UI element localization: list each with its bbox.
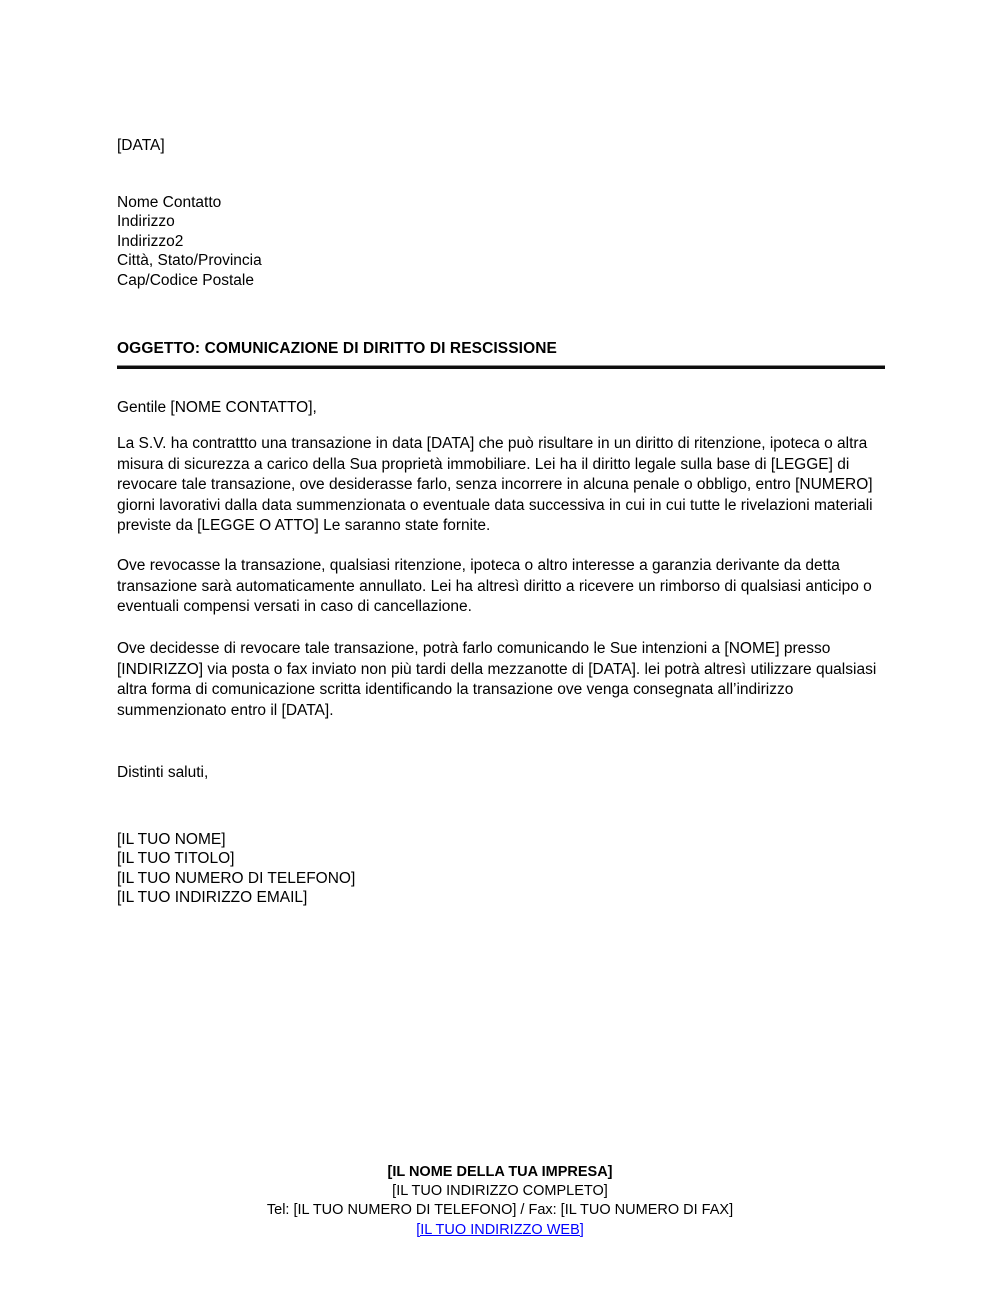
footer-company-name: [IL NOME DELLA TUA IMPRESA] (387, 1164, 613, 1180)
footer-contact: Tel: [IL TUO NUMERO DI TELEFONO] / Fax: [IL TUO NUMERO DI FAX] (266, 1202, 734, 1219)
body-paragraph: Ove revocasse la transazione, qualsiasi ritenzione, ipoteca o altro interesse a garanzia derivante da detta transazione sarà automaticamente annullato. Lei ha altresì diritto a ricevere un rimborso di qualsiasi anticipo o eventuali compensi versati in caso di cancellazione. (117, 557, 872, 616)
signature-line: [IL TUO INDIRIZZO EMAIL] (117, 889, 308, 907)
footer-website-row (0, 1221, 1000, 1240)
signature-block (117, 830, 355, 908)
recipient-line: Cap/Codice Postale (117, 271, 254, 289)
signature-line: [IL TUO TITOLO] (117, 850, 235, 868)
recipient-line: Nome Contatto (117, 194, 222, 211)
subject-heading: OGGETTO: COMUNICAZIONE DI DIRITTO DI RESCISSIONE (117, 340, 557, 357)
page-footer (0, 1163, 1000, 1240)
footer-address: [IL TUO INDIRIZZO COMPLETO] (392, 1183, 608, 1200)
body-paragraph: Ove decidesse di revocare tale transazione, potrà farlo comunicando le Sue intenzioni a [NOME] presso [INDIRIZZO] via posta o fax inviato non più tardi della mezzanotte di [DATA]. lei potrà altresì utilizzare qualsiasi altra forma di comunicazione scritta identificando la transazione ove venga consegnata all’indirizzo summenzionato entro il [DATA]. (117, 640, 877, 719)
body-paragraph: La S.V. ha contrattto una transazione in data [DATA] che può risultare in un diritto di ritenzione, ipoteca o altra misura di sicurezza a carico della Sua proprietà immobiliare. Lei ha il diritto legale sulla base di [LEGGE] di revocare tale transazione, ove desiderasse farlo, senza incorrere in alcuna penale o obbligo, entro [NUMERO] giorni lavorativi dalla data summenzionata o eventuale data successiva in cui in cui tutte le rivelazioni materiali previste da [LEGGE O ATTO] Le saranno state fornite. (117, 435, 873, 535)
signature-line: [IL TUO NOME] (117, 831, 226, 848)
signature-line: [IL TUO NUMERO DI TELEFONO] (117, 869, 356, 887)
subject-divider (117, 365, 885, 369)
salutation: Gentile [NOME CONTATTO], (117, 399, 317, 416)
closing-line: Distinti saluti, (117, 764, 209, 781)
recipient-line: Città, Stato/Provincia (117, 252, 262, 270)
date-placeholder: [DATA] (117, 137, 165, 154)
footer-website-link[interactable]: [IL TUO INDIRIZZO WEB] (416, 1221, 584, 1238)
recipient-line: Indirizzo (117, 213, 175, 231)
recipient-line: Indirizzo2 (117, 232, 184, 250)
recipient-address-block (117, 193, 262, 290)
